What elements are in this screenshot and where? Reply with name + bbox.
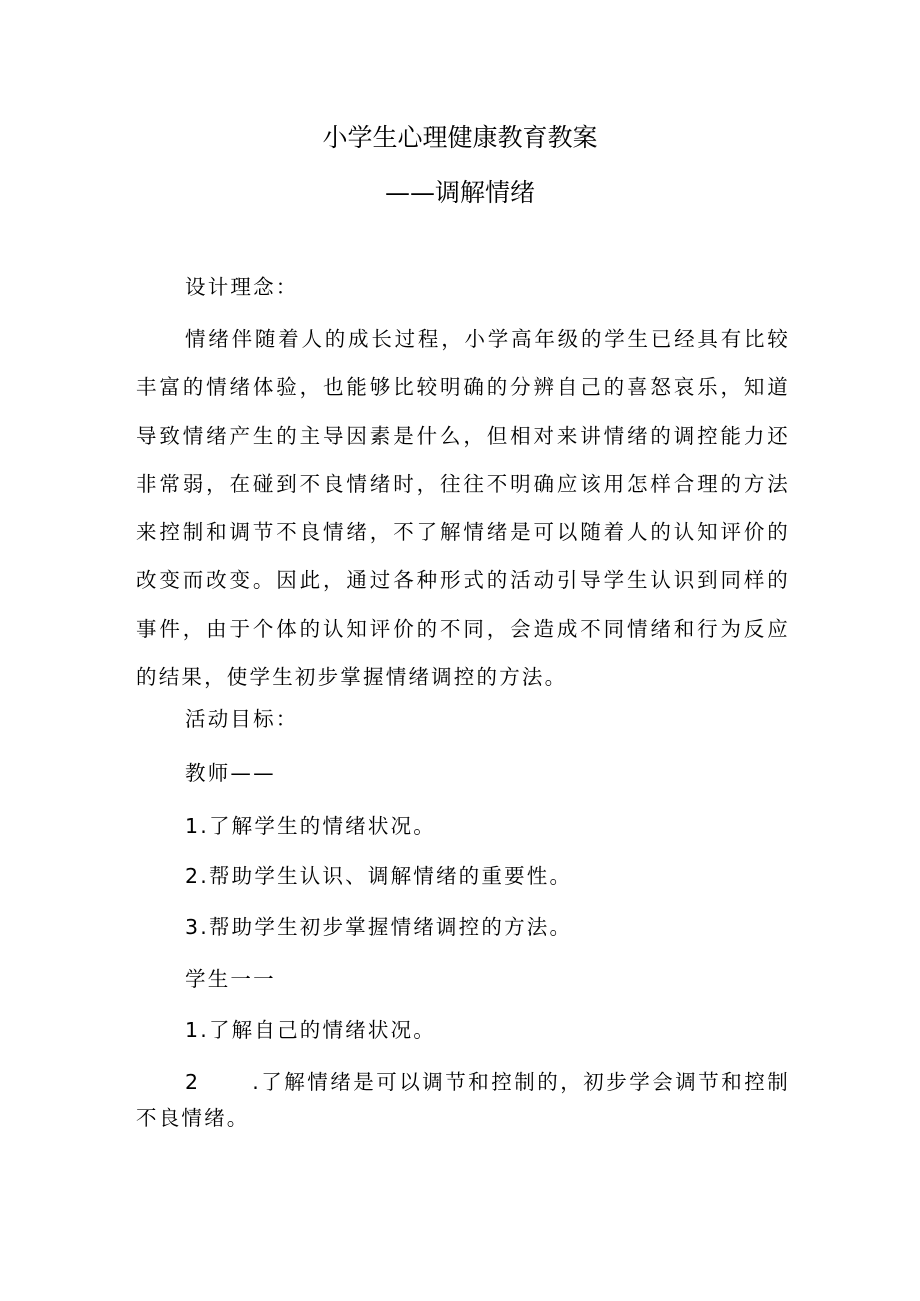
teacher-goal-item [185, 912, 572, 942]
teacher-goal-text: .帮助学生初步掌握情绪调控的方法。 [200, 915, 573, 939]
student-goal-text: .了解自己的情绪状况。 [200, 1018, 436, 1042]
design-heading: 设计理念： [185, 275, 299, 299]
student-goal-number: 1 [185, 1018, 201, 1042]
design-paragraph: 情绪伴随着人的成长过程，小学高年级的学生已经具有比较丰富的情绪体验，也能够比较明确的分辨自己的喜怒哀乐，知道导致情绪产生的主导因素是什么，但相对来讲情绪的调控能力还非常弱，在碰到不良情绪时，往往不明确应该用怎样合理的方法来控制和调节不良情绪，不了解情绪是可以随着人的认知评价的改变而改变。因此，通过各种形式的活动引导学生认识到同样的事件，由于个体的认知评价的不同，会造成不同情绪和行为反应的结果，使学生初步掌握情绪调控的方法。 [136, 327, 790, 690]
teacher-goal-text: .帮助学生认识、调解情绪的重要性。 [200, 864, 573, 888]
student-goal-text: .了解情绪是可以调节和控制的，初步学会调节和控制不良情绪。 [136, 1070, 790, 1130]
student-heading: 学生一一 [185, 967, 276, 991]
page-title: 小学生心理健康教育教案 [322, 123, 598, 152]
teacher-goal-number: 1 [185, 814, 201, 838]
student-goal-item [185, 1015, 436, 1045]
student-goal-number: 2 [185, 1070, 201, 1094]
teacher-goal-number: 3 [185, 915, 201, 939]
teacher-goal-item [185, 861, 572, 891]
teacher-goal-text: .了解学生的情绪状况。 [200, 814, 436, 838]
student-goal-item [136, 1064, 790, 1136]
page-subtitle: ——调解情绪 [384, 178, 535, 207]
teacher-goal-number: 2 [185, 864, 201, 888]
teacher-goal-item [185, 811, 436, 841]
goals-heading: 活动目标： [185, 707, 299, 731]
teacher-heading: 教师—— [185, 761, 276, 785]
